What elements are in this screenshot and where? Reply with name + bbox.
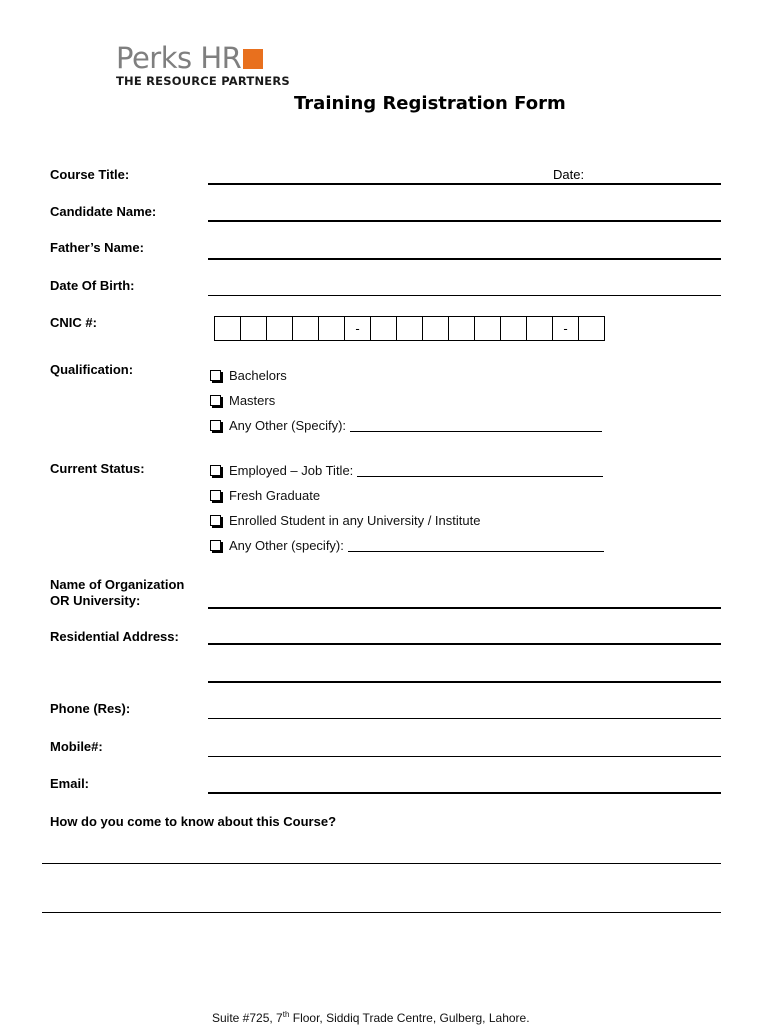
residential-address-field-line2[interactable]: [208, 681, 721, 683]
residential-address-label: Residential Address:: [50, 629, 179, 644]
cnic-label: CNIC #:: [50, 315, 97, 330]
cnic-separator: -: [552, 316, 579, 341]
checkbox-status-other[interactable]: [210, 540, 221, 551]
checkbox-masters[interactable]: [210, 395, 221, 406]
how-know-field-line1[interactable]: [42, 863, 721, 864]
footer-address: [212, 1010, 530, 1025]
fathers-name-label: Father’s Name:: [50, 240, 144, 255]
option-label: Employed – Job Title:: [229, 463, 354, 478]
current-status-label: Current Status:: [50, 461, 145, 476]
cnic-cell[interactable]: [214, 316, 241, 341]
cnic-cell[interactable]: [370, 316, 397, 341]
qualification-option-masters: [210, 393, 275, 408]
fathers-name-field[interactable]: [208, 258, 721, 260]
option-label: Fresh Graduate: [229, 488, 321, 503]
cnic-cell[interactable]: [318, 316, 345, 341]
qualification-option-other: [210, 418, 602, 433]
footer-address-part1: Suite #725, 7: [212, 1011, 283, 1025]
how-know-label: How do you come to know about this Course?: [50, 814, 337, 829]
checkbox-fresh-graduate[interactable]: [210, 490, 221, 501]
qualification-label: Qualification:: [50, 362, 134, 377]
footer-address-part2: Floor, Siddiq Trade Centre, Gulberg, Lahore.: [289, 1011, 530, 1025]
cnic-cell[interactable]: [578, 316, 605, 341]
email-field[interactable]: [208, 792, 721, 794]
option-label: Enrolled Student in any University / Institute: [229, 513, 481, 528]
status-option-fresh-graduate: [210, 488, 320, 503]
qualification-other-blank[interactable]: [350, 419, 602, 432]
date-of-birth-label: Date Of Birth:: [50, 278, 135, 293]
cnic-cell[interactable]: [292, 316, 319, 341]
cnic-cell[interactable]: [396, 316, 423, 341]
candidate-name-label: Candidate Name:: [50, 204, 157, 219]
qualification-option-bachelors: [210, 368, 287, 383]
cnic-cell[interactable]: [448, 316, 475, 341]
logo: [116, 41, 290, 88]
phone-res-label: Phone (Res):: [50, 701, 131, 716]
course-title-label: Course Title:: [50, 167, 130, 182]
cnic-separator: -: [344, 316, 371, 341]
candidate-name-field[interactable]: [208, 220, 721, 222]
organization-field[interactable]: [208, 607, 721, 609]
cnic-cell[interactable]: [266, 316, 293, 341]
option-label: Any Other (Specify):: [229, 418, 347, 433]
mobile-field[interactable]: [208, 756, 721, 757]
checkbox-employed[interactable]: [210, 465, 221, 476]
how-know-field-line2[interactable]: [42, 912, 721, 913]
page-title: Training Registration Form: [294, 93, 566, 114]
organization-label-line2: OR University:: [50, 593, 141, 608]
option-label: Masters: [229, 393, 276, 408]
residential-address-field-line1[interactable]: [208, 643, 721, 645]
status-other-blank[interactable]: [348, 539, 604, 552]
status-option-employed: [210, 463, 603, 478]
job-title-blank[interactable]: [357, 464, 603, 477]
course-title-field[interactable]: [208, 183, 721, 185]
checkbox-qualification-other[interactable]: [210, 420, 221, 431]
cnic-cell[interactable]: [422, 316, 449, 341]
mobile-label: Mobile#:: [50, 739, 103, 754]
cnic-cell[interactable]: [500, 316, 527, 341]
option-label: Bachelors: [229, 368, 287, 383]
logo-square-icon: [243, 49, 263, 69]
email-label: Email:: [50, 776, 90, 791]
date-label: Date:: [553, 167, 585, 182]
status-option-enrolled-student: [210, 513, 480, 528]
checkbox-enrolled-student[interactable]: [210, 515, 221, 526]
phone-res-field[interactable]: [208, 718, 721, 719]
logo-wordmark: Perks HR: [116, 41, 242, 75]
checkbox-bachelors[interactable]: [210, 370, 221, 381]
cnic-cell[interactable]: [474, 316, 501, 341]
cnic-cell[interactable]: [240, 316, 267, 341]
footer-address-sup: th: [282, 1010, 290, 1019]
cnic-cell[interactable]: [526, 316, 553, 341]
date-of-birth-field[interactable]: [208, 295, 721, 296]
cnic-boxes: [215, 316, 605, 341]
logo-tagline: THE RESOURCE PARTNERS: [116, 74, 290, 88]
option-label: Any Other (specify):: [229, 538, 344, 553]
organization-label-line1: Name of Organization: [50, 577, 185, 592]
status-option-other: [210, 538, 604, 553]
